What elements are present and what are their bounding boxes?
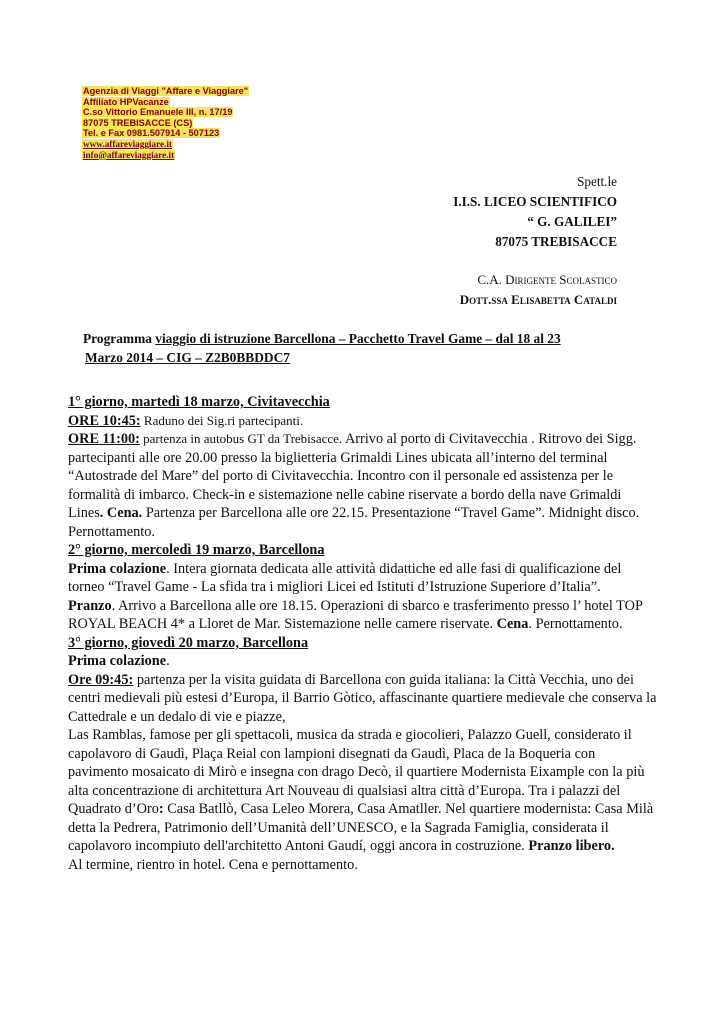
day1-time-2: ORE 11:00: [68,431,140,447]
day2-breakfast: Prima colazione [68,560,167,577]
day3-dot: . [166,653,170,669]
day1-dinner: . Cena. [99,505,143,521]
day2-heading: 2° giorno, mercoledì 19 marzo, Barcellona [68,542,325,558]
day1-item-1 [68,412,658,431]
day3-text-2: Las Ramblas, famose per gli spettacoli, musica da strada e giocolieri, Palazzo Guell, considerato il capolavoro di Gaudì, Plaça Reial con lampioni disegnati da Gaudì, Placa de la Boqueria con pavimento mosaicato di Mirò e insegna con drago Decò, il quartiere Modernista Eixample con la più alta concentrazione di architettura Art Nouveau di qualsiasi altra città d’Europa. Tra i palazzi del Quadrato d’Oro [68,727,645,817]
agency-city: 87075 TREBISACCE (CS) [83,117,193,128]
day3-text-2b: Casa Batllò, Casa Leleo Morera, Casa Amatller. Nel quartiere modernista: Casa Milà detta la Pedrera, Patrimonio dell’Umanità dell’UNESCO, e la Sagrada Famiglia, considerata il capolavoro incompiuto dell'architetto Antoni Gaudí, oggi ancora in costruzione. [68,801,654,854]
day2-text-2: . Arrivo a Barcellona alle ore 18.15. Operazioni di sbarco e trasferimento presso l’ hotel TOP ROYAL BEACH 4* a Lloret de Mar. Sistemazione nelle camere riservate. [68,597,643,632]
agency-website-link[interactable]: www.affareviaggiare.it [83,138,172,149]
day2-dinner: Cena [496,616,529,632]
day3-item-3 [68,726,658,856]
day1-text-2b: Arrivo al porto di Civitavecchia . Ritrovo dei Sigg. partecipanti alle ore 20.00 presso la biglietteria Grimaldi Lines ubicata all’interno del terminal “Autostrade del Mare” del porto di Civitavecchia. Incontro con il personale ed assistenza per le formalità di imbarco. Check-in e sistemazione nelle cabine riservate a bordo della nave Grimaldi Lines [68,431,637,521]
itinerary [68,393,658,874]
recipient-block [453,172,617,252]
agency-address: C.so Vittorio Emanuele III, n. 17/19 [83,107,233,118]
day3-breakfast: Prima colazione [68,653,167,669]
agency-email-link[interactable]: info@affareviaggiare.it [83,149,175,160]
attention-person: Dott.ssa Elisabetta Cataldi [459,292,617,307]
day1-time-1: ORE 10:45: [68,412,141,429]
agency-phone: Tel. e Fax 0981.507914 - 507123 [83,128,220,139]
program-cig: Marzo 2014 – CIG – Z2B0BBDDC7 [85,349,290,365]
school-name: I.I.S. LICEO SCIENTIFICO [453,194,617,209]
attention-block [460,270,617,310]
day3-item-1 [68,652,658,671]
day3-heading: 3° giorno, giovedì 20 marzo, Barcellona [68,634,309,651]
program-prefix: Programma [83,331,156,346]
school-city: 87075 TREBISACCE [495,234,617,249]
day3-item-2 [68,671,658,727]
day1-item-2 [68,430,658,541]
day3-colon: : [158,801,164,817]
school-title: “ G. GALILEI” [527,214,617,229]
day1-text-2a: partenza in autobus GT da Trebisacce. [139,431,343,446]
day2-lunch: Pranzo [68,597,112,614]
day1-text-2c: Partenza per Barcellona alle ore 22.15. Presentazione “Travel Game”. Midnight disco. Pernottamento. [68,505,640,540]
day3-lunch-free: Pranzo libero. [528,838,615,854]
agency-letterhead [82,86,249,160]
day3-item-4: Al termine, rientro in hotel. Cena e pernottamento. [68,856,358,873]
attention-line: C.A. Dirigente Scolastico [477,272,617,287]
salutation: Spett.le [577,174,617,189]
program-title [83,330,643,367]
day3-text-1: partenza per la visita guidata di Barcellona con guida italiana: la Città Vecchia, uno dei centri medievali più estesi d’Europa, il Barrio Gòtico, affascinante quartiere medievale che conserva la Cattedrale e un dedalo di vie e piazze, [68,671,657,725]
day3-time: Ore 09:45: [68,671,134,688]
day2-item-2 [68,597,658,634]
agency-name: Agenzia di Viaggi "Affare e Viaggiare" [83,86,249,96]
program-title-underlined: viaggio di istruzione Barcellona – Pacchetto Travel Game – dal 18 al 23 [155,331,561,346]
day2-item-1 [68,560,658,597]
day2-text-1: . Intera giornata dedicata alle attività didattiche ed alle fasi di qualificazione del torneo “Travel Game - La sfida tra i migliori Licei ed Istituti d’Istruzione Superiore d’Italia”. [68,560,622,595]
day1-text-1: Raduno dei Sig.ri partecipanti. [140,412,304,428]
day2-text-3: . Pernottamento. [528,616,623,632]
agency-affiliation: Affiliato HPVacanze [83,96,169,107]
day1-heading: 1° giorno, martedì 18 marzo, Civitavecchia [68,394,330,410]
